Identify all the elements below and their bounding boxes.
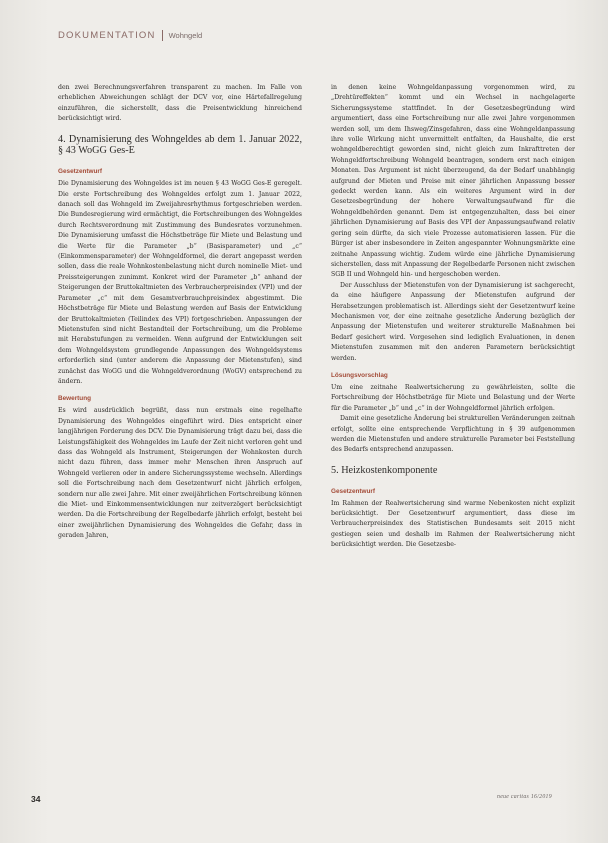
header-divider: [162, 30, 163, 41]
right-column: [331, 83, 575, 551]
paragraph: Um eine zeitnahe Realwertsicherung zu gewährleisten, sollte die Fortschreibung der Höchstbeträge für Miete und Belastung und der Werte für die Parameter „b“ und „c“ in der Wohngeldformel jährlich erfolgen.: [331, 383, 575, 412]
paragraph: Der Ausschluss der Mietenstufen von der Dynamisierung ist sachgerecht, da eine häufigere Anpassung der Mietenstufen aufgrund der Herabsetzungen problematisch ist. Allerdings sieht der Gesetzentwurf keine Mechanismen vor, der eine zeitnahe gesetzliche Änderung bezüglich der Anpassung der Mietenstufen und weiterer strukturelle Maßnahmen bei Bedarf gesichert wird. Vorgesehen sind lediglich Evaluationen, in denen Mietenstufen zusammen mit den anderen Parametern berücksichtigt werden.: [331, 281, 575, 362]
paragraph: Damit eine gesetzliche Änderung bei strukturellen Veränderungen zeitnah erfolgt, sollte eine entsprechende Verpflichtung in § 39 aufgenommen werden die Mietenstufen und andere strukturelle Parameter bei Feststellung des Bedarfs entsprechend anzupassen.: [331, 415, 575, 454]
subheading: Gesetzentwurf: [331, 487, 376, 495]
paragraph: Die Dynamisierung des Wohngeldes ist im neuen § 43 WoGG Ges-E geregelt. Die erste Fortschreibung des Wohngeldes erfolgt zum 1. Januar 2022, danach soll das Wohngeld im Zweijahresrhythmus fortgeschrieben werden. Die Bundesregierung wird ermächtigt, die Fortschreibungen des Wohngeldes durch Rechtsverordnung mit Zustimmung des Bundesrates vorzunehmen. Die Dynamisierung umfasst die Höchstbeträge für Miete und Belastung und die Werte für die Parameter „b“ (Basisparameter) und „c“ (Einkommensparameter) der Wohngeldformel, die derart angepasst werden sollen, dass die reale Wohnkostenbelastung nicht durch nominelle Miet- und Preissteigerungen zunimmt. Konkret wird der Parameter „b“ anhand der Steigerungen der Bruttokaltmieten des Verbraucherpreisindex (VPI) und der Parameter „c“ mit dem Gesamtverbrauchpreisindex abgestimmt. Die Höchstbeträge für Miete und Belastung werden auf Basis der Entwicklung der Bruttokaltmieten (Teilindex des VPI) fortgeschrieben. Anpassungen der Mietenstufen sind nicht Bestandteil der Fortschreibung, um die Probleme mit Herabstufungen zu vermeiden. Wenn aufgrund der Entwicklungen seit dem Wohngeldsystem grundlegende Anpassungen des Wohngeldsystems erforderlich sind (unter anderem die Anpassung der Mietenstufen), sind zunächst das WoGG und die Wohngeldverordnung (WoGV) entsprechend zu ändern.: [58, 180, 302, 385]
paragraph: Es wird ausdrücklich begrüßt, dass nun erstmals eine regelhafte Dynamisierung des Wohngeldes eingeführt wird. Dies entspricht einer langjährigen Forderung des DCV. Die Dynamisierung trägt dazu bei, dass die Leistungsfähigkeit des Wohngeldes im Laufe der Zeit nicht verloren geht und dass das Wohngeld als Instrument, Steigerungen der Wohnkosten durch nicht dazu führen, dass immer mehr Menschen ihren Anspruch auf Wohngeld verlieren oder in andere Sicherungssysteme wechseln. Allerdings soll die Fortschreibung nach dem Gesetzentwurf nicht jährlich erfolgen, sondern nur alle zwei Jahre. Mit einer zweijährlichen Fortschreibung können die Miet- und Einkommensentwicklungen nur zeitverzögert berücksichtigt werden. Da die Fortschreibung der Regelbedarfe jährlich erfolgt, besteht bei einer zweijährlichen Dynamisierung des Wohngeldes die Gefahr, dass in geraden Jahren,: [58, 407, 302, 540]
subheading: Bewertung: [58, 395, 92, 403]
subheading: Gesetzentwurf: [58, 168, 103, 176]
header-section: DOKUMENTATION: [58, 30, 156, 41]
paragraph: Im Rahmen der Realwertsicherung sind warme Nebenkosten nicht explizit berücksichtigt. Der Gesetzentwurf argumentiert, dass diese im Verbraucherpreisindex des Statistischen Bundesamts seit 2015 nicht gestiegen seien und deshalb im Rahmen der Realwertsicherung nicht berücksichtigt werden. Die Gesetzesbe-: [331, 499, 575, 549]
publication-name: neue caritas 16/2019: [497, 794, 552, 800]
paragraph: in denen keine Wohngeldanpassung vorgenommen wird, zu „Drehtüreffekten“ kommt und ein Wechsel in nachgelagerte Sicherungssysteme stattfindet. In der Gesetzesbegründung wird argumentiert, dass eine Fortschreibung nur alle zwei Jahre vorgenommen werden soll, um dem Ihsweg/Zinsgefahren, dass eine Wohngeldanpassung ihre volle Wirkung nicht unvermittelt entfalten, da Haushalte, die erst wohngeldberechtigt geworden sind, nicht gleich zum Inkrafttreten der Wohngeldfortschreibung Wohngeld beantragen, sondern erst nach einigen Monaten. Das Argument ist nicht überzeugend, da der Bedarf unabhängig aufgrund der Mieten und Preise mit einer jährlichen Anpassung besser gedeckt werden kann. Als ein weiteres Argument wird in der Gesetzesbegründung der hohere Verwaltungsaufwand für die Wohngeldbehörden genannt. Dem ist entgegenzuhalten, dass bei einer jährlichen Dynamisierung auf Basis des VPI der Anpassungsaufwand relativ gering sein dürfte, da sich viele Prozesse automatisieren lassen. Für die Bürger ist aber insbesondere in Zeiten angespannter Wohnungsmärkte eine zeitnahe Anpassung wichtig. Zudem würde eine jährliche Dynamisierung sicherstellen, dass mit Anpassung der Regelbedarfe Personen nicht zwischen SGB II und Wohngeld hin- und hergeschoben werden.: [331, 84, 575, 279]
section-heading-5: 5. Heizkostenkomponente: [331, 464, 438, 476]
running-header: [58, 30, 202, 41]
section-heading-4: 4. Dynamisierung des Wohngeldes ab dem 1. Januar 2022, § 43 WoGG Ges-E: [58, 133, 302, 157]
subheading: Lösungsvorschlag: [331, 371, 388, 379]
left-column: [58, 83, 302, 542]
header-topic: Wohngeld: [168, 31, 203, 40]
paragraph: den zwei Berechnungsverfahren transparent zu machen. Im Falle von erheblichen Abweichungen schlägt der DCV vor, eine Härtefallregelung einzuführen, die sicherstellt, dass die Preisentwicklung hinreichend berücksichtigt wird.: [58, 84, 302, 123]
page-number: 34: [31, 794, 41, 804]
